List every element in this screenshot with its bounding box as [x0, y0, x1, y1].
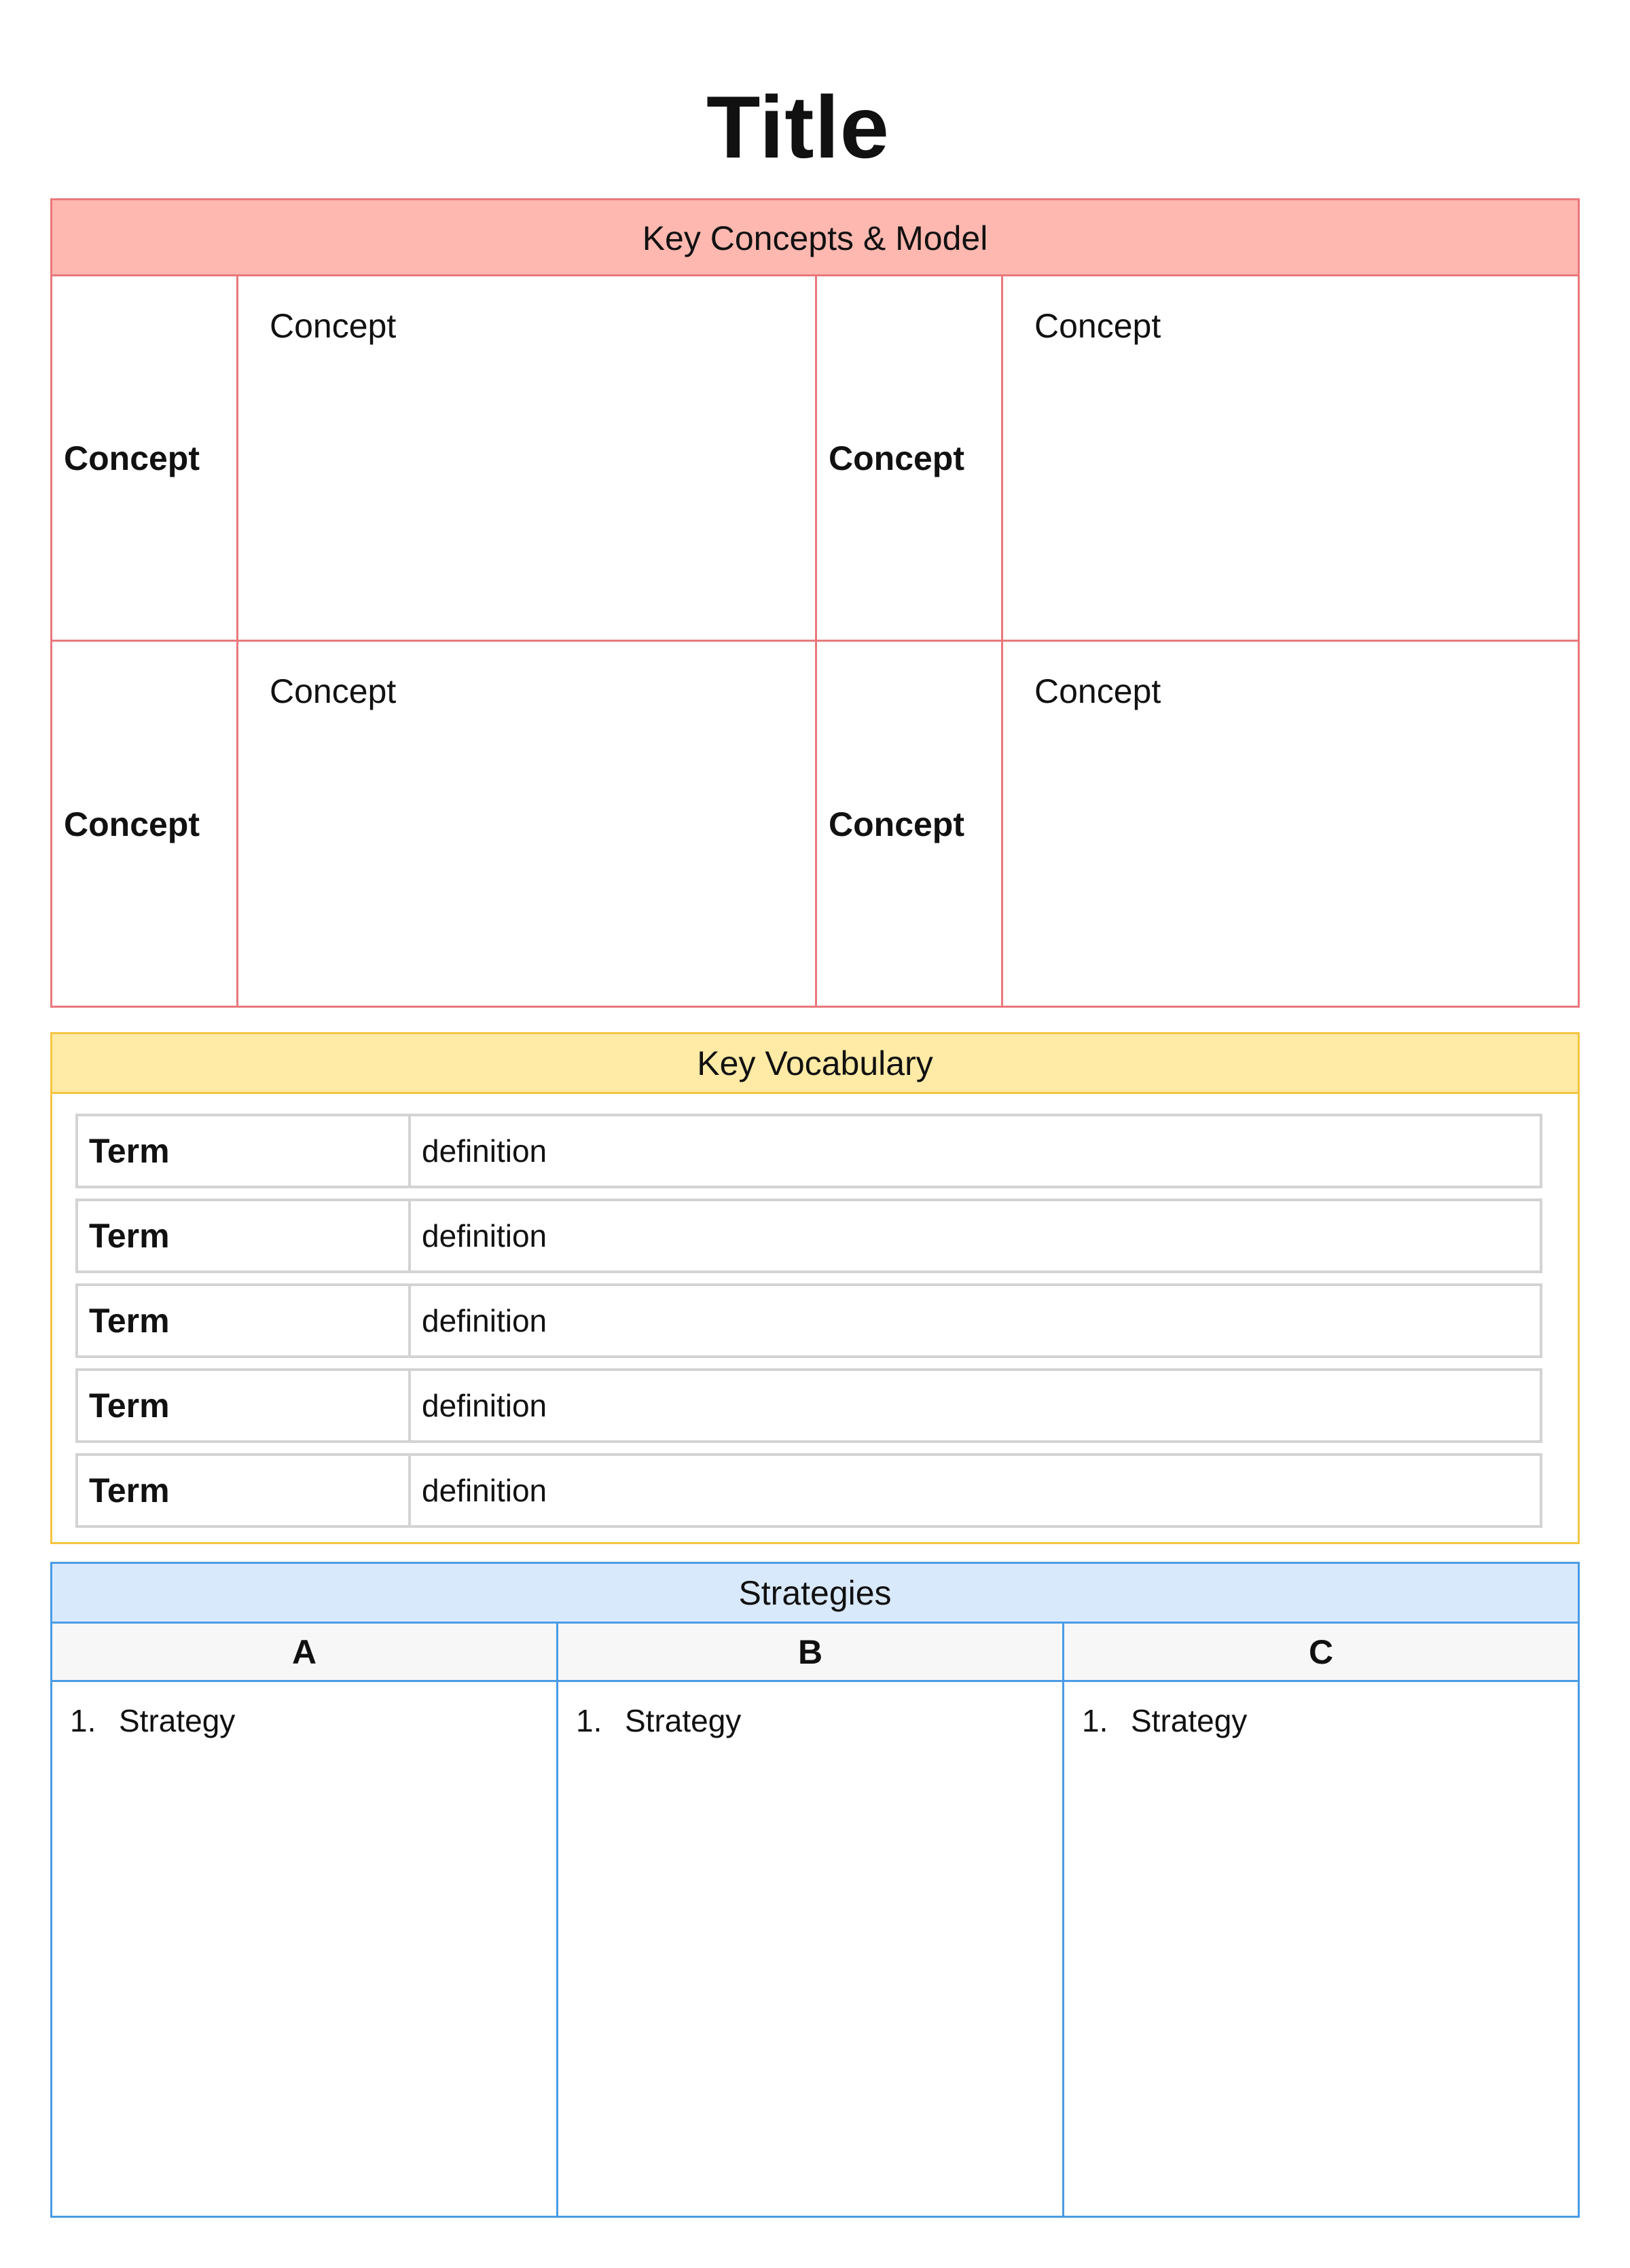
key-concepts-header: Key Concepts & Model	[52, 200, 1578, 276]
vocab-row	[75, 1199, 1542, 1273]
strategy-column-header: C	[1064, 1624, 1578, 1682]
concept-label-text: Concept	[829, 439, 964, 477]
concept-row	[52, 276, 1578, 642]
concept-label-text: Concept	[829, 805, 964, 843]
vocab-row	[75, 1453, 1542, 1528]
strategy-column-header: A	[52, 1624, 556, 1682]
concept-label-text: Concept	[64, 805, 200, 843]
concept-label	[817, 642, 1003, 1007]
key-concepts-section	[50, 198, 1580, 1008]
vocab-term[interactable]: Term	[78, 1456, 411, 1525]
vocab-definition[interactable]: definition	[422, 1218, 547, 1254]
strategy-column-b	[558, 1624, 1064, 2216]
concept-label	[52, 642, 238, 1007]
concept-body[interactable]: Concept	[1034, 307, 1161, 345]
strategy-item[interactable]	[52, 1682, 556, 1739]
concept-body[interactable]: Concept	[238, 276, 817, 640]
strategy-column-c	[1064, 1624, 1578, 2216]
vocab-term[interactable]: Term	[78, 1371, 411, 1440]
concept-label	[52, 276, 238, 640]
concept-body[interactable]: Concept	[1034, 672, 1161, 710]
vocab-row	[75, 1368, 1542, 1443]
concept-label	[817, 276, 1003, 640]
vocab-row	[75, 1283, 1542, 1358]
vocab-term[interactable]: Term	[78, 1201, 411, 1270]
vocab-term[interactable]: Term	[78, 1286, 411, 1355]
strategy-item[interactable]	[558, 1682, 1062, 1739]
vocab-definition[interactable]: definition	[422, 1388, 547, 1423]
concept-row	[52, 642, 1578, 1007]
vocab-definition[interactable]: definition	[422, 1473, 547, 1508]
vocab-term[interactable]: Term	[78, 1116, 411, 1186]
strategy-text: Strategy	[119, 1703, 236, 1738]
strategy-number: 1.	[70, 1703, 96, 1738]
strategies-header: Strategies	[52, 1564, 1578, 1624]
strategy-item[interactable]	[1064, 1682, 1578, 1739]
strategy-number: 1.	[1082, 1703, 1108, 1738]
vocab-definition[interactable]: definition	[422, 1133, 547, 1169]
vocab-row	[75, 1114, 1542, 1188]
key-vocabulary-section	[50, 1032, 1580, 1544]
concept-body[interactable]: Concept	[238, 642, 817, 1007]
page-title: Title	[706, 77, 890, 177]
strategy-number: 1.	[576, 1703, 602, 1738]
key-vocabulary-header: Key Vocabulary	[52, 1034, 1578, 1094]
strategy-text: Strategy	[625, 1703, 742, 1738]
strategy-column-a	[52, 1624, 558, 2216]
strategy-column-header: B	[558, 1624, 1062, 1682]
vocab-definition[interactable]: definition	[422, 1303, 547, 1338]
strategies-section	[50, 1562, 1580, 2218]
concept-label-text: Concept	[64, 439, 200, 477]
strategy-text: Strategy	[1131, 1703, 1248, 1738]
